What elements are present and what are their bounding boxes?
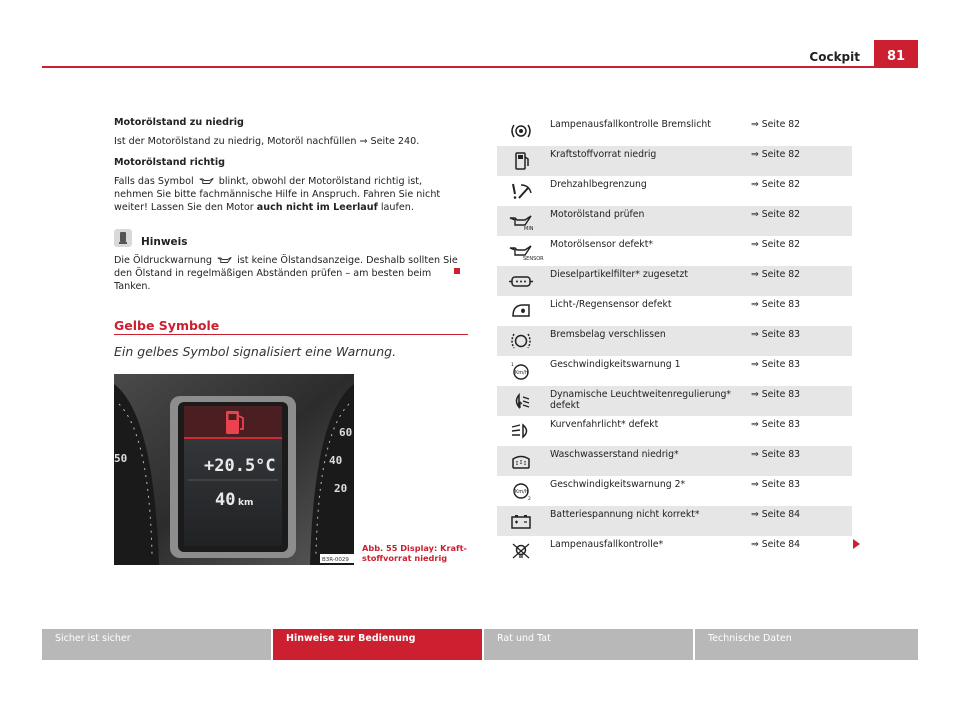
table-row-ref: ⇒ Seite 83 (751, 359, 801, 370)
tab-rat-und-tat[interactable]: Rat und Tat (484, 629, 693, 660)
gauge-label-50: 50 (114, 452, 128, 465)
table-row-ref: ⇒ Seite 84 (751, 509, 801, 520)
table-row-ref: ⇒ Seite 84 (751, 539, 801, 550)
svg-text:SENSOR: SENSOR (523, 256, 544, 262)
note-text (114, 254, 464, 293)
oil-ok-heading: Motorölstand richtig (114, 157, 226, 168)
tab-technische-daten[interactable]: Technische Daten (695, 629, 918, 660)
oil-ok-text-b: blinkt, obwohl der Motorölstand richtig ist, nehmen Sie bitte fachmännische Hilfe in Anspruch. Fahren Sie nicht weiter! Lassen Sie den Motor (114, 176, 441, 213)
table-row-label: Motorölstand prüfen (550, 209, 645, 220)
section-end-marker (454, 268, 460, 274)
section-title: Gelbe Symbole (114, 318, 220, 333)
note-info-icon (114, 229, 132, 247)
table-row-ref: ⇒ Seite 83 (751, 329, 801, 340)
table-row-label: Geschwindigkeitswarnung 1 (550, 359, 681, 370)
light-rain-sensor-icon (509, 302, 533, 320)
table-row (497, 476, 852, 506)
note-title: Hinweis (141, 236, 188, 248)
oil-ok-text-a: Falls das Symbol (114, 176, 194, 187)
figure-caption: Abb. 55 Display: Kraft- stoffvorrat niedrig (362, 543, 467, 563)
table-row-ref: ⇒ Seite 83 (751, 449, 801, 460)
table-row-label: Geschwindigkeitswarnung 2* (550, 479, 686, 490)
table-row-label: Dieselpartikelfilter* zugesetzt (550, 269, 688, 280)
table-row-ref: ⇒ Seite 82 (751, 179, 801, 190)
note-text-a: Die Öldruckwarnung (114, 255, 212, 266)
gauge-label-20: 20 (334, 482, 348, 495)
table-row (497, 146, 852, 176)
display-range: 40 (215, 490, 236, 510)
page-number: 81 (874, 40, 918, 67)
photo-code: B3R-0029 (322, 557, 349, 563)
brake-lamp-failure-icon (509, 122, 533, 140)
table-row (497, 326, 852, 356)
table-row-ref: ⇒ Seite 82 (751, 119, 801, 130)
particle-filter-icon (509, 272, 533, 290)
table-row-label: Lampenausfallkontrolle* (550, 539, 664, 550)
table-row-ref: ⇒ Seite 83 (751, 299, 801, 310)
table-row (497, 356, 852, 386)
cornering-light-icon (509, 422, 533, 440)
speed-warning-1-icon (509, 362, 533, 380)
table-row (497, 416, 852, 446)
table-row-label: Drehzahlbegrenzung (550, 179, 647, 190)
continue-arrow-icon (853, 539, 860, 549)
table-row-ref: ⇒ Seite 82 (751, 269, 801, 280)
table-row (497, 446, 852, 476)
note-text-b: ist keine Ölstandsanzeige. Deshalb sollten Sie den Ölstand in regelmäßigen Abständen prüfen – am besten beim Tanken. (114, 255, 458, 292)
svg-text:Km/h: Km/h (515, 489, 529, 495)
section-subtitle: Ein gelbes Symbol signalisiert eine Warnung. (114, 344, 397, 359)
svg-text:Km/h: Km/h (515, 370, 529, 376)
gauge-label-60: 60 (339, 426, 353, 439)
table-row (497, 206, 852, 236)
oil-ok-text-bold: auch nicht im Leerlauf (256, 202, 378, 213)
oil-can-icon (199, 176, 214, 185)
display-temperature: +20.5°C (204, 456, 276, 476)
table-row-ref: ⇒ Seite 83 (751, 479, 801, 490)
page-header-title: Cockpit (809, 50, 860, 64)
table-row (497, 116, 852, 146)
table-row-label: Lampenausfallkontrolle Bremslicht (550, 119, 711, 130)
table-row-ref: ⇒ Seite 83 (751, 389, 801, 400)
oil-low-text: Ist der Motorölstand zu niedrig, Motoröl nachfüllen ⇒ Seite 240. (114, 136, 420, 147)
svg-text:2: 2 (528, 497, 531, 502)
table-row (497, 386, 852, 416)
oil-ok-text (114, 175, 464, 214)
brake-pad-icon (509, 332, 533, 350)
oil-ok-text-c: laufen. (380, 202, 414, 213)
fuel-pump-icon (509, 152, 533, 170)
speed-warning-2-icon (509, 482, 533, 500)
rev-limit-icon (509, 182, 533, 200)
table-row-label: Batteriespannung nicht korrekt* (550, 509, 700, 520)
headlight-range-icon (509, 392, 533, 410)
table-row-ref: ⇒ Seite 82 (751, 209, 801, 220)
table-row-label: Motorölsensor defekt* (550, 239, 653, 250)
oil-can-min-icon (509, 212, 533, 230)
table-row-ref: ⇒ Seite 82 (751, 239, 801, 250)
tab-hinweise-zur-bedienung[interactable]: Hinweise zur Bedienung (273, 629, 482, 660)
svg-text:1: 1 (511, 363, 514, 368)
table-row (497, 176, 852, 206)
table-row (497, 266, 852, 296)
table-row-label: Waschwasserstand niedrig* (550, 449, 679, 460)
tab-sicher-ist-sicher[interactable]: Sicher ist sicher (42, 629, 271, 660)
header-divider (42, 66, 918, 68)
display-range-unit: km (238, 498, 254, 508)
table-row (497, 236, 852, 266)
yellow-symbols-table (497, 116, 852, 566)
table-row-ref: ⇒ Seite 82 (751, 149, 801, 160)
table-row (497, 506, 852, 536)
gauge-label-40: 40 (329, 454, 343, 467)
table-row (497, 296, 852, 326)
lamp-failure-icon (509, 542, 533, 560)
washer-fluid-icon (509, 452, 533, 470)
table-row-label: Dynamische Leuchtweitenregulierung* defekt (550, 389, 732, 411)
table-row (497, 536, 852, 566)
oil-can-sensor-icon (509, 242, 544, 262)
table-row-label: Licht-/Regensensor defekt (550, 299, 672, 310)
svg-text:MIN: MIN (524, 226, 534, 232)
table-row-label: Kraftstoffvorrat niedrig (550, 149, 657, 160)
table-row-label: Kurvenfahrlicht* defekt (550, 419, 659, 430)
oil-pressure-icon (217, 255, 232, 264)
table-row-label: Bremsbelag verschlissen (550, 329, 666, 340)
section-divider (114, 334, 468, 335)
footer-chapter-tabs (42, 629, 918, 660)
battery-icon (509, 512, 533, 530)
table-row-ref: ⇒ Seite 83 (751, 419, 801, 430)
oil-low-heading: Motorölstand zu niedrig (114, 117, 244, 128)
instrument-display-photo (114, 374, 354, 565)
